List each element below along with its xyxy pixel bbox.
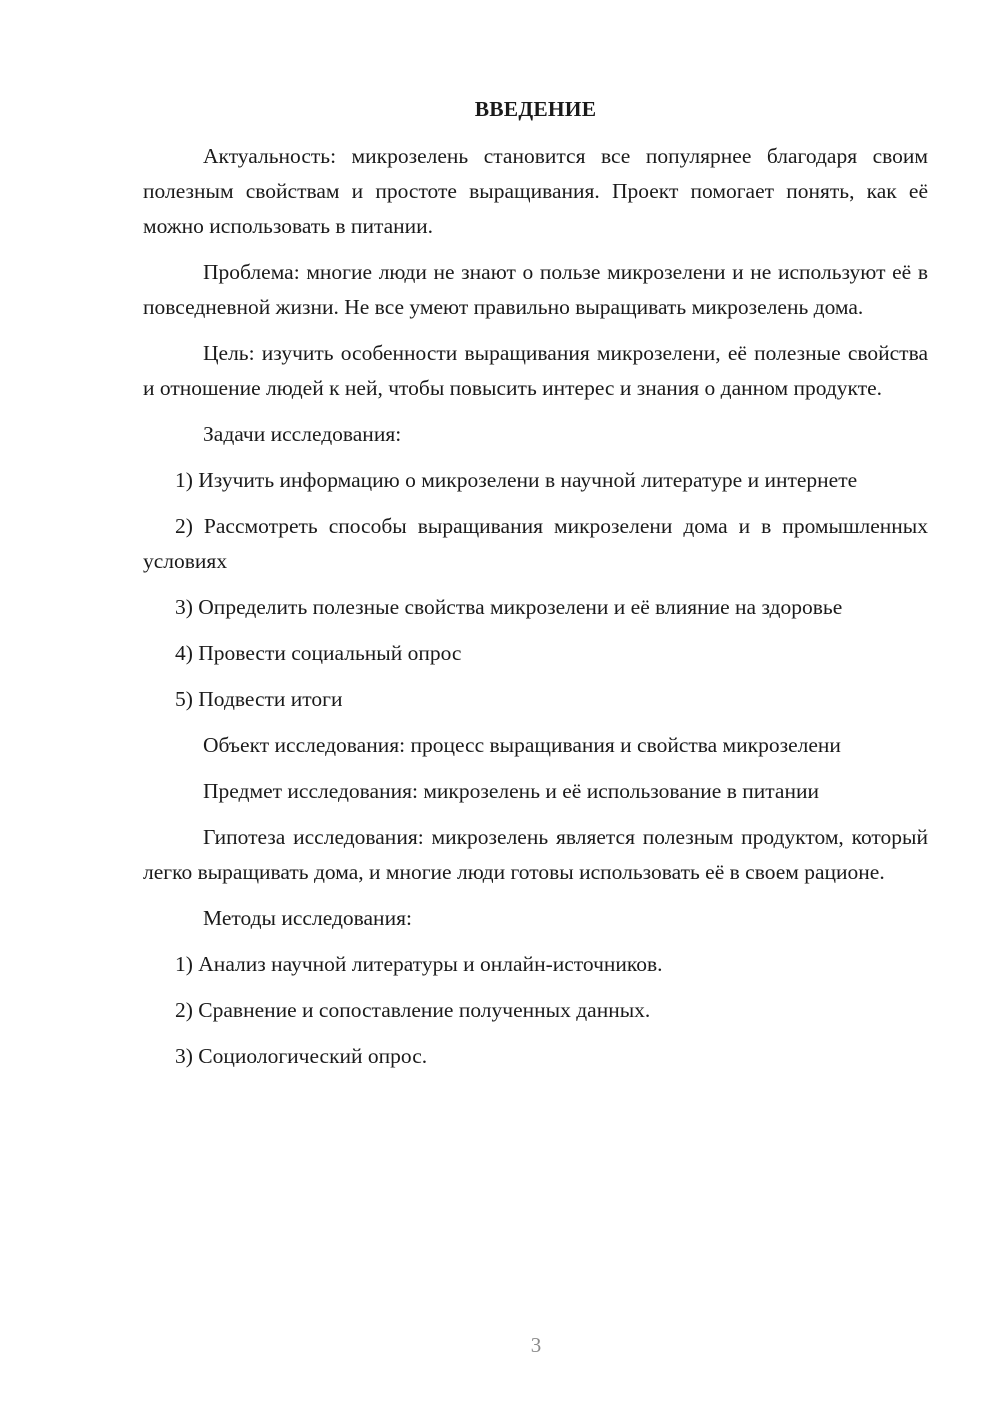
task-item: 2) Рассмотреть способы выращивания микрозелени дома и в промышленных условиях bbox=[143, 514, 928, 573]
tasks-title: Задачи исследования: bbox=[203, 422, 402, 446]
page-number: 3 bbox=[530, 1333, 542, 1357]
method-item: 3) Социологический опрос. bbox=[175, 1044, 428, 1068]
task-item: 3) Определить полезные свойства микрозелени и её влияние на здоровье bbox=[175, 595, 843, 619]
paragraph-goal: Цель: изучить особенности выращивания микрозелени, её полезные свойства и отношение людей к ней, чтобы повысить интерес и знания о данном продукте. bbox=[143, 341, 928, 400]
paragraph-hypothesis: Гипотеза исследования: микрозелень является полезным продуктом, который легко выращивать дома, и многие люди готовы использовать её в своем рационе. bbox=[143, 825, 928, 884]
page-content bbox=[143, 92, 928, 1085]
paragraph-object: Объект исследования: процесс выращивания и свойства микрозелени bbox=[203, 733, 841, 757]
method-item: 2) Сравнение и сопоставление полученных данных. bbox=[175, 998, 651, 1022]
paragraph-problem: Проблема: многие люди не знают о пользе микрозелени и не используют её в повседневной жизни. Не все умеют правильно выращивать микрозелень дома. bbox=[143, 260, 928, 319]
paragraph-subject: Предмет исследования: микрозелень и её использование в питании bbox=[203, 779, 819, 803]
task-item: 4) Провести социальный опрос bbox=[175, 641, 462, 665]
task-item: 5) Подвести итоги bbox=[175, 687, 343, 711]
paragraph-relevance: Актуальность: микрозелень становится все популярнее благодаря своим полезным свойствам и простоте выращивания. Проект помогает понять, как её можно использовать в питании. bbox=[143, 144, 928, 238]
method-item: 1) Анализ научной литературы и онлайн-источников. bbox=[175, 952, 663, 976]
task-item: 1) Изучить информацию о микрозелени в научной литературе и интернете bbox=[175, 468, 858, 492]
page-heading: ВВЕДЕНИЕ bbox=[474, 97, 597, 121]
methods-title: Методы исследования: bbox=[203, 906, 412, 930]
